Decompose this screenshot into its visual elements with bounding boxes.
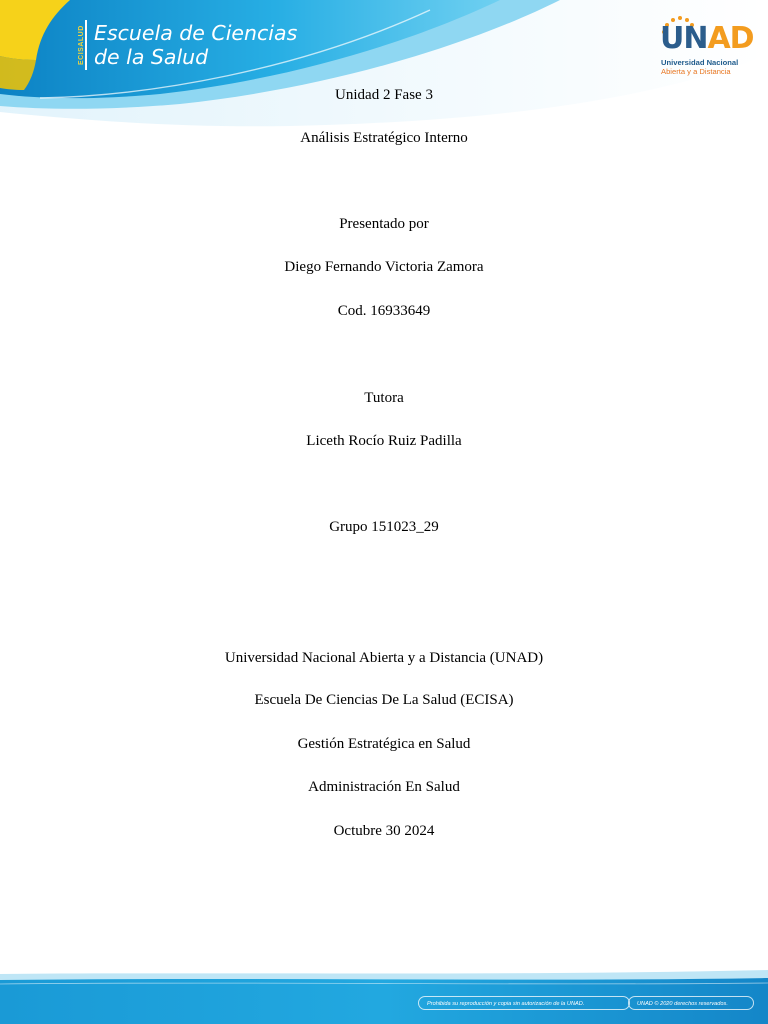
unad-logo-wordmark (660, 22, 754, 56)
school-brand (74, 20, 297, 70)
unad-logo-un: UN (660, 21, 708, 56)
footer-copyright-notice: Prohibida su reproducción y copia sin autorización de la UNAD. (418, 996, 630, 1010)
program-name: Administración En Salud (308, 779, 460, 795)
brand-divider (85, 20, 87, 70)
author-code: Cod. 16933649 (337, 303, 431, 319)
author-name: Diego Fernando Victoria Zamora (284, 259, 484, 275)
unad-logo (660, 16, 754, 78)
unad-logo-line1: Universidad Nacional (661, 58, 739, 67)
ecisalud-tag: ECISALUD (78, 25, 85, 65)
presented-by-label: Presentado por (339, 216, 429, 232)
document-date: Octubre 30 2024 (333, 823, 435, 839)
course-name: Gestión Estratégica en Salud (297, 736, 471, 752)
tutor-label: Tutora (364, 390, 404, 406)
document-title: Análisis Estratégico Interno (300, 130, 468, 146)
footer-rights-notice: UNAD © 2020 derechos reservados. (628, 996, 754, 1010)
university-name: Universidad Nacional Abierta y a Distancia (UNAD) (224, 650, 544, 666)
unit-phase: Unidad 2 Fase 3 (335, 87, 433, 103)
school-full-name: Escuela De Ciencias De La Salud (ECISA) (254, 692, 514, 708)
school-name: Escuela de Ciencias de la Salud (94, 21, 298, 69)
tutor-name: Liceth Rocío Ruiz Padilla (306, 433, 462, 449)
group-number: Grupo 151023_29 (329, 519, 439, 535)
unad-logo-line2: Abierta y a Distancia (661, 67, 731, 76)
unad-logo-ad: AD (707, 21, 754, 56)
